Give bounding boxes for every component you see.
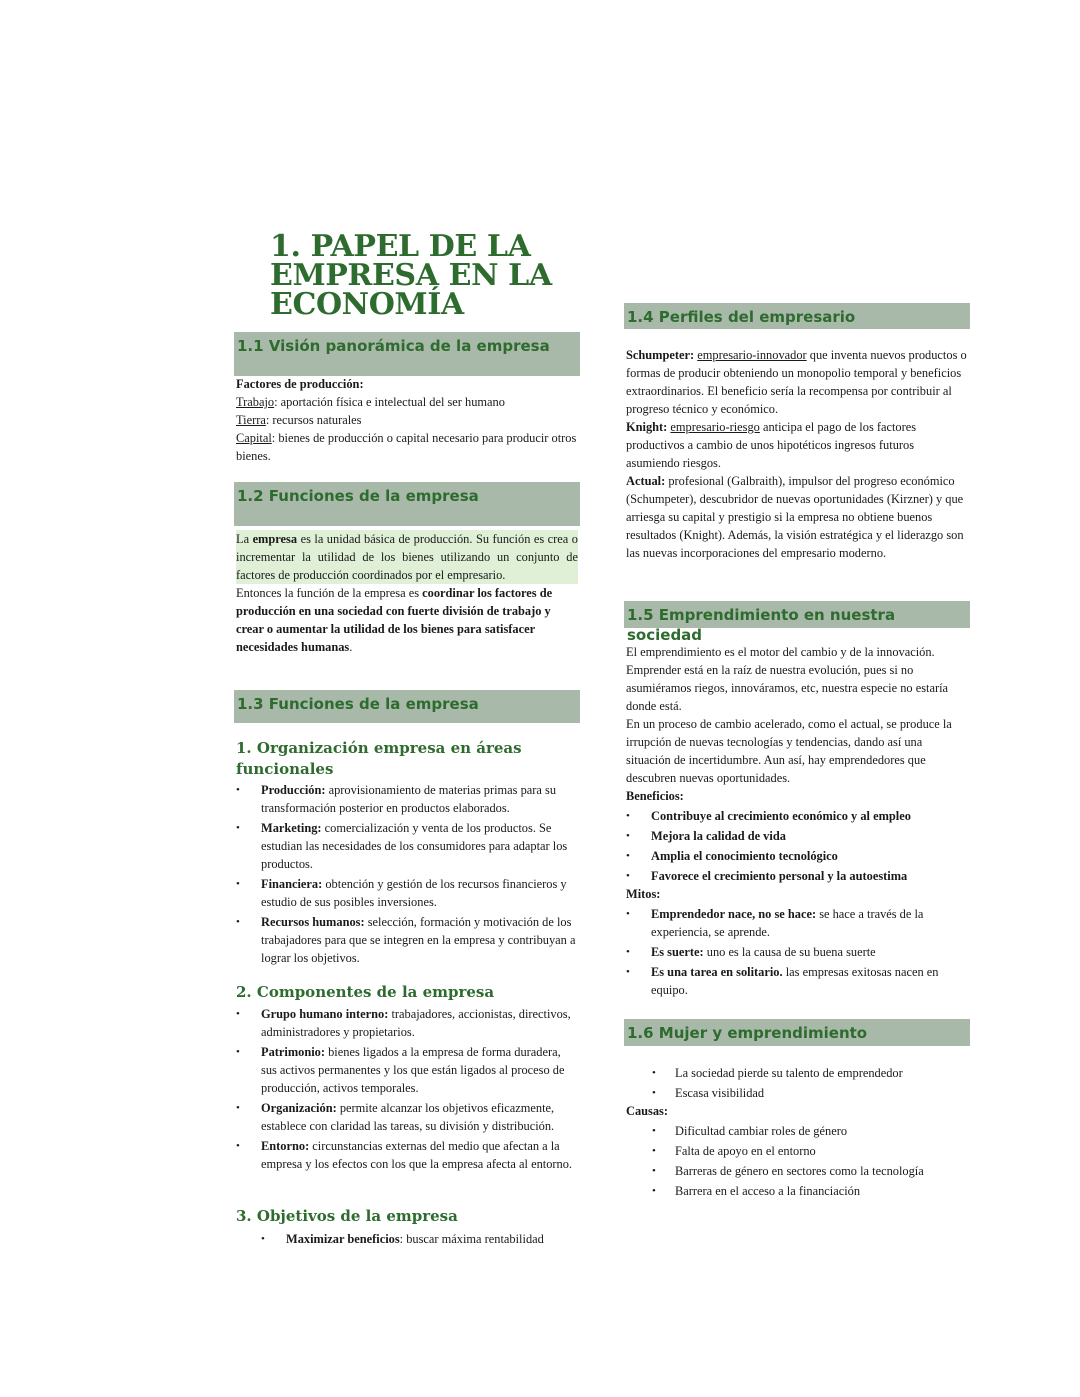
causes-heading: Causas: (626, 1104, 668, 1118)
list-item: • Producción: aprovisionamiento de materias primas para su transformación posterior en productos elaborados. (236, 781, 578, 817)
paragraph: El emprendimiento es el motor del cambio y de la innovación. Emprender está en la raíz de nuestra evolución, pues si no asumiéramos riegos, innováramos, etc, nuestra especie no estaría donde está. (626, 645, 949, 713)
section-header-1-6: 1.6 Mujer y emprendimiento (624, 1019, 970, 1046)
list-item: • Contribuye al crecimiento económico y al empleo (626, 807, 968, 825)
section-body-1-6 (626, 1064, 968, 1200)
profile-schumpeter: Schumpeter: empresario-innovador que inventa nuevos productos o formas de producir obteniendo un monopolio temporal y beneficios extraordinarios. El beneficio sería la recompensa por contribuir al progreso técnico y económico. (626, 348, 967, 416)
main-title: 1. PAPEL DE LA EMPRESA EN LA ECONOMÍA (270, 229, 552, 322)
list-item: • Emprendedor nace, no se hace: se hace a través de la experiencia, se aprende. (626, 905, 968, 941)
profile-actual: Actual: profesional (Galbraith), impulsor del progreso económico (Schumpeter), descubridor de nuevas oportunidades (Kirzner) y que arriesga su capital y prestigio si la empresa no obtiene buenos resultados (Knight). Además, la visión estratégica y el liderazgo son las nuevas incorporaciones del empresario moderno. (626, 474, 964, 560)
list-item: • Falta de apoyo en el entorno (652, 1142, 968, 1160)
section-header-1-5: 1.5 Emprendimiento en nuestra sociedad (624, 601, 970, 628)
list-item: • Organización: permite alcanzar los objetivos eficazmente, establece con claridad las tareas, su división y distribución. (236, 1099, 578, 1135)
list-item: • Financiera: obtención y gestión de los recursos financieros y estudio de sus posibles inversiones. (236, 875, 578, 911)
list-item: • Marketing: comercialización y venta de los productos. Se estudian las necesidades de los consumidores para adaptar los productos. (236, 819, 578, 873)
section-body-1-4 (626, 346, 968, 562)
myths-heading: Mitos: (626, 887, 661, 901)
list-item: • Es una tarea en solitario. las empresas exitosas nacen en equipo. (626, 963, 968, 999)
list-item: • Entorno: circunstancias externas del medio que afectan a la empresa y los efectos con los que la empresa afecta al entorno. (236, 1137, 578, 1173)
section-body-1-2 (236, 530, 578, 656)
list-item: • Mejora la calidad de vida (626, 827, 968, 845)
section-header-1-4: 1.4 Perfiles del empresario (624, 303, 970, 329)
list-objetivos (261, 1230, 561, 1248)
list-areas (236, 781, 578, 967)
list-item: • Dificultad cambiar roles de género (652, 1122, 968, 1140)
list-item: • Maximizar beneficios: buscar máxima rentabilidad (261, 1230, 561, 1248)
list-item: • Recursos humanos: selección, formación y motivación de los trabajadores para que se integren en la empresa y contribuyan a lograr los objetivos. (236, 913, 578, 967)
section-header-1-1: 1.1 Visión panorámica de la empresa (234, 332, 580, 376)
subheading-areas: 1. Organización empresa en áreas funcionales (236, 739, 522, 778)
subheading-objetivos: 3. Objetivos de la empresa (236, 1207, 458, 1225)
subheading-componentes: 2. Componentes de la empresa (236, 983, 495, 1001)
profile-knight: Knight: empresario-riesgo anticipa el pago de los factores productivos a cambio de unos hipotéticos ingresos futuros asumiendo riesgos. (626, 420, 917, 470)
benefits-heading: Beneficios: (626, 789, 684, 803)
list-item: • Patrimonio: bienes ligados a la empresa de forma duradera, sus activos permanentes y los que están ligados al proceso de producción, activos temporales. (236, 1043, 578, 1097)
list-item: • Barreras de género en sectores como la tecnología (652, 1162, 968, 1180)
empresa-definition: La empresa es la unidad básica de producción. Su función es crea o incrementar la utilidad de los bienes utilizando un conjunto de factores de producción coordinados por el empresario. (236, 532, 578, 582)
list-item: • Es suerte: uno es la causa de su buena suerte (626, 943, 968, 961)
paragraph: En un proceso de cambio acelerado, como el actual, se produce la irrupción de nuevas tecnologías y tendencias, dando así una situación de incertidumbre. Aun así, hay emprendedores que descubren nuevas oportunidades. (626, 717, 952, 785)
empresa-function: Entonces la función de la empresa es coordinar los factores de producción en una sociedad con fuerte división de trabajo y crear o aumentar la utilidad de los bienes para satisfacer necesidades humanas. (236, 586, 553, 654)
list-item: • La sociedad pierde su talento de emprendedor (652, 1064, 968, 1082)
list-componentes (236, 1005, 578, 1173)
list-item: • Grupo humano interno: trabajadores, accionistas, directivos, administradores y propietarios. (236, 1005, 578, 1041)
list-item: • Favorece el crecimiento personal y la autoestima (626, 867, 968, 885)
list-item: • Barrera en el acceso a la financiación (652, 1182, 968, 1200)
factor-item: Tierra: recursos naturales (236, 413, 362, 427)
factors-heading: Factores de producción: (236, 377, 364, 391)
section-header-1-3: 1.3 Funciones de la empresa (234, 690, 580, 723)
section-body-1-1 (236, 375, 578, 465)
list-item: • Escasa visibilidad (652, 1084, 968, 1102)
section-body-1-5 (626, 643, 968, 999)
factor-item: Trabajo: aportación física e intelectual del ser humano (236, 395, 505, 409)
list-item: • Amplia el conocimiento tecnológico (626, 847, 968, 865)
section-header-1-2: 1.2 Funciones de la empresa (234, 482, 580, 526)
factor-item: Capital: bienes de producción o capital necesario para producir otros bienes. (236, 431, 577, 463)
